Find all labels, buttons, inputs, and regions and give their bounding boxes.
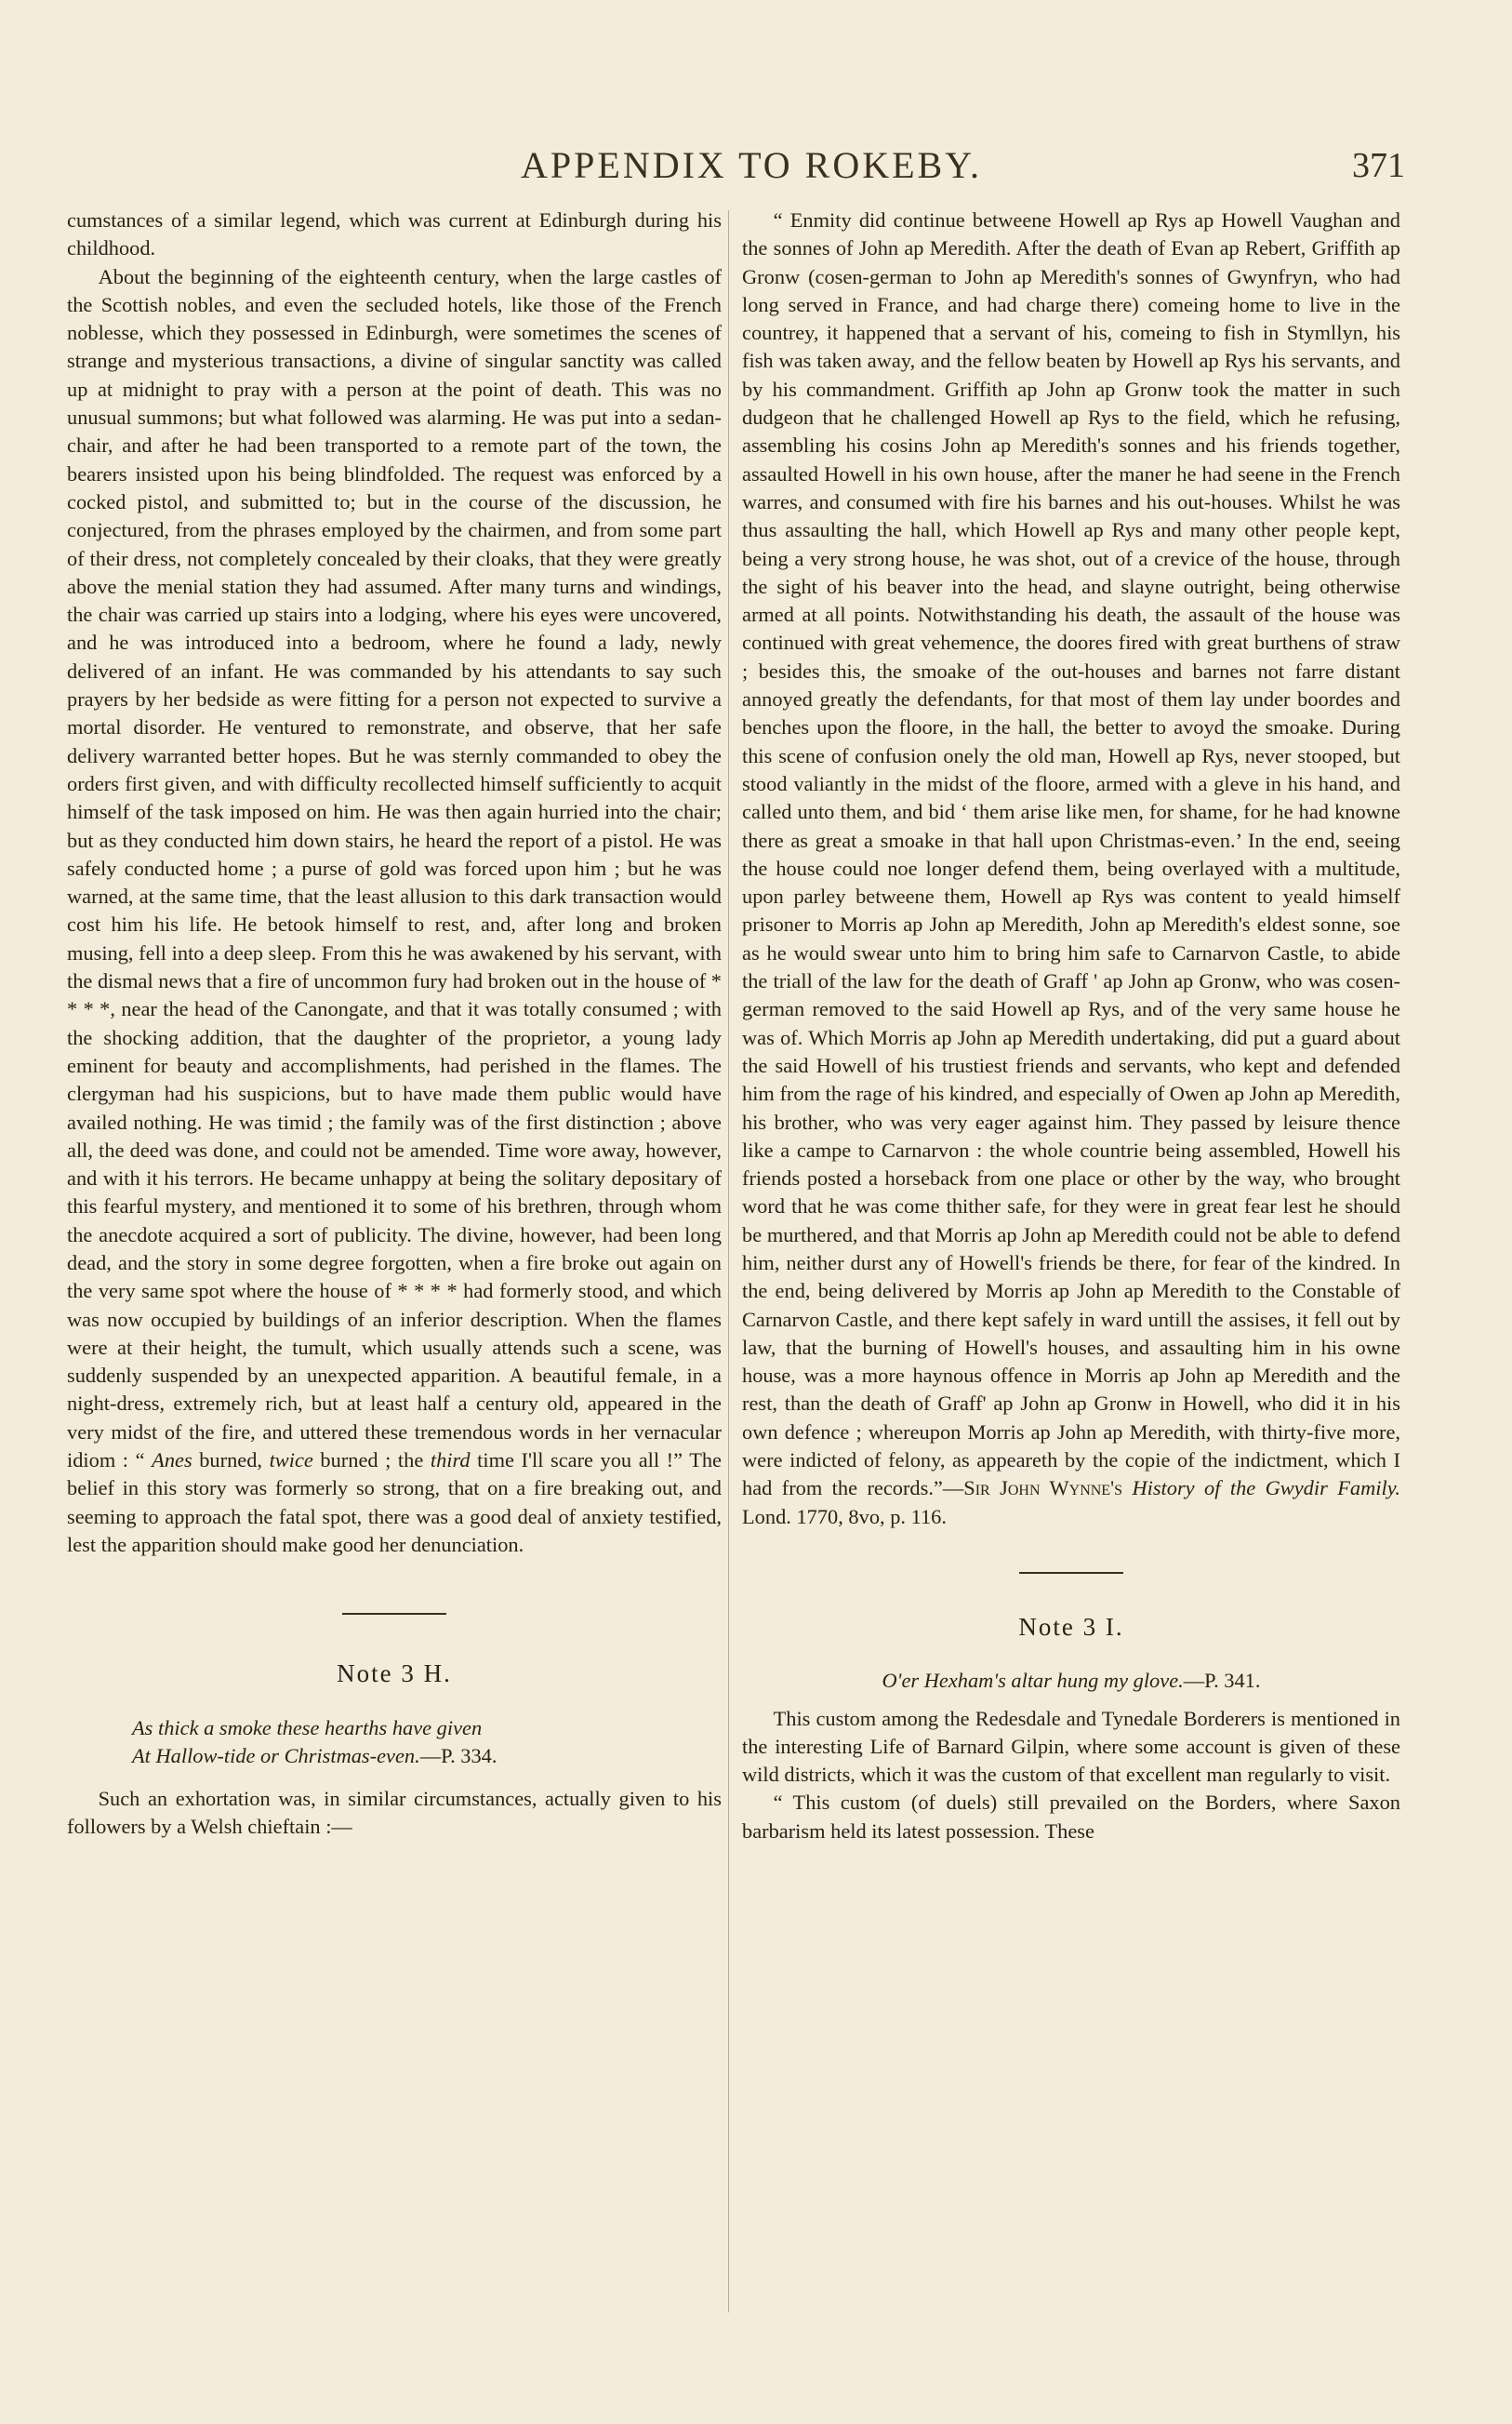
citation-title: History of the Gwydir Family. bbox=[1132, 1476, 1400, 1500]
note-3i-epigraph bbox=[742, 1667, 1400, 1695]
running-title: APPENDIX TO ROKEBY. bbox=[521, 144, 982, 186]
epigraph-ref: —P. 334. bbox=[419, 1743, 497, 1767]
welsh-quote bbox=[742, 206, 1400, 1531]
column-divider bbox=[728, 210, 729, 2312]
epigraph-line-1: As thick a smoke these hearths have given bbox=[132, 1715, 483, 1739]
citation-rest: Lond. 1770, 8vo, p. 116. bbox=[742, 1504, 947, 1528]
epigraph-ref: —P. 341. bbox=[1183, 1669, 1261, 1693]
welsh-quote-text: “ Enmity did continue betweene Howell ap Rys ap Howell Vaughan and the sonnes of John ap Meredith. After the death of Evan ap Rebert, Griffith ap Gronw (cosen-german to John ap Meredith's sonnes of Gwynfryn, who had long served in France, and had charge there) comeing home to live in the countrey, it happened that a servant of his, comeing to fish in Stymllyn, his fish was taken away, and the fellow beaten by Howell ap Rys his servants, and by his commandment. Griffith ap John ap Gronw took the matter in such dudgeon that he challenged Howell ap Rys to the field, which he refusing, assembling his cosins John ap Meredith's sonnes and his friends together, assaulted Howell in his own house, after the maner he had seene in the French warres, and consumed with fire his barnes and his out-houses. Whilst he was thus assaulting the hall, which Howell ap Rys and many other people kept, being a very strong house, he was shot, out of a crevice of the house, through the sight of his beaver into the head, and slayne outright, being otherwise armed at all points. Notwithstanding his death, the assault of the house was continued with great vehemence, the doores fired with great burthens of straw ; besides this, the smoake of the out-houses and barnes not farre distant annoyed greatly the defendants, for that most of them lay under boordes and benches upon the floore, in the hall, the better to avoyd the smoake. During this scene of confusion onely the old man, Howell ap Rys, never stooped, but stood valiantly in the midst of the floore, armed with a gleve in his hand, and called unto them, and bid ‘ them arise like men, for shame, for he had knowne there as great a smoake in that hall upon Christmas-even.’ In the end, seeing the house could noe longer defend them, being overlayed with a multitude, upon parley betweene them, Howell ap Rys was content to yeald himself prisoner to Morris ap John ap Meredith, John ap Meredith's eldest sonne, soe as he would swear unto him to bring him safe to Carnarvon Castle, to abide the triall of the law for the death of Graff ' ap John ap Gronw, who was cosen-german removed to the said Howell ap Rys, and of the very same house he was of. Which Morris ap John ap Meredith undertaking, did put a guard about the said Howell of his trustiest friends and servants, who kept and defended him from the rage of his kindred, and especially of Owen ap John ap Meredith, his brother, who was very eager against him. They passed by leisure thence like a campe to Carnarvon : the whole countrie being assembled, Howell his friends posted a horseback from one place or other by the way, who brought word that he was come thither safe, for they were in great fear lest he should be murthered, and that Morris ap John ap Meredith could not be able to defend him, neither durst any of Howell's friends be there, for fear of the kindred. In the end, being delivered by Morris ap John ap Meredith to the Constable of Carnarvon Castle, and there kept safely in ward untill the assises, it fell out by law, that the burning of Howell's houses, and assaulting him in his owne house, was a more haynous offence in Morris ap John ap Meredith and the rest, than the death of Graff' ap John ap Gronw in Howell, who did it in his own defence ; whereupon Morris ap John ap Meredith, with thirty-five more, were indicted of felony, as appeareth by the copie of the indictment, which I had from the records.”— bbox=[742, 208, 1400, 1500]
quote-rest: time I'll scare you all !” The belief in this story was formerly so strong, that on a fire breaking out, and seeming to approach the fatal spot, there was a good deal of anxiety testified, lest the apparition should make good her denunciation. bbox=[67, 1448, 723, 1556]
quote-twice: twice bbox=[269, 1448, 313, 1472]
note-3i-para-2: “ This custom (of duels) still prevailed on the Borders, where Saxon barbarism held its latest possession. These bbox=[742, 1791, 1400, 1843]
epigraph-line-2: At Hallow-tide or Christmas-even. bbox=[132, 1743, 420, 1767]
paragraph-continuation: cumstances of a similar legend, which was current at Edinburgh during his childhood. bbox=[67, 208, 722, 260]
note-3h-epigraph bbox=[67, 1714, 722, 1771]
page-header bbox=[0, 140, 1512, 195]
note-3h-title: Note 3 H. bbox=[337, 1659, 452, 1688]
note-3h-body: Such an exhortation was, in similar circumstances, actually given to his followers by a Welsh chieftain :— bbox=[67, 1787, 722, 1839]
quote-burned-2: burned ; the bbox=[312, 1448, 431, 1472]
section-separator bbox=[342, 1613, 446, 1615]
note-3i-para-1: This custom among the Redesdale and Tynedale Borderers is mentioned in the interesting Life of Barnard Gilpin, where some account is given of these wild districts, which it was the custom of that excellent man regularly to visit. bbox=[742, 1706, 1400, 1787]
quote-burned-1: burned, bbox=[192, 1448, 270, 1472]
paragraph-legend bbox=[67, 263, 722, 1560]
note-3i-title: Note 3 I. bbox=[1018, 1612, 1124, 1641]
section-separator bbox=[1019, 1572, 1123, 1574]
quote-anes: Anes bbox=[152, 1448, 192, 1472]
quote-third: third bbox=[430, 1448, 471, 1472]
left-column bbox=[67, 206, 722, 1842]
page-number: 371 bbox=[1352, 146, 1405, 185]
right-column bbox=[742, 206, 1400, 1845]
legend-text: About the beginning of the eighteenth century, when the large castles of the Scottish nobles, and even the secluded hotels, like those of the French noblesse, which they possessed in Edinburgh, were sometimes the scenes of strange and mysterious transactions, a divine of singular sanctity was called up at midnight to pray with a person at the point of death. This was no unusual summons; but what followed was alarming. He was put into a sedan-chair, and after he had been transported to a remote part of the town, the bearers insisted upon his being blindfolded. The request was enforced by a cocked pistol, and submitted to; but in the course of the discussion, he conjectured, from the phrases employed by the chairmen, and from some part of their dress, not completely concealed by their cloaks, that they were greatly above the menial station they had assumed. After many turns and windings, the chair was carried up stairs into a lodging, where his eyes were uncovered, and he was introduced into a bedroom, where he found a lady, newly delivered of an infant. He was commanded by his attendants to say such prayers by her bedside as were fitting for a person not expected to survive a mortal disorder. He ventured to remonstrate, and observe, that her safe delivery warranted better hopes. But he was sternly commanded to obey the orders first given, and with difficulty recollected himself sufficiently to acquit himself of the task imposed on him. He was then again hurried into the chair; but as they conducted him down stairs, he heard the report of a pistol. He was safely conducted home ; a purse of gold was forced upon him ; but he was warned, at the same time, that the least allusion to this dark transaction would cost him his life. He betook himself to rest, and, after long and broken musing, fell into a deep sleep. From this he was awakened by his servant, with the dismal news that a fire of uncommon fury had broken out in the house of * * * *, near the head of the Canongate, and that it was totally consumed ; with the shocking addition, that the daughter of the proprietor, a young lady eminent for beauty and accomplishments, had perished in the flames. The clergyman had his suspicions, but to have made them public would have availed nothing. He was timid ; the family was of the first distinction ; above all, the deed was done, and could not be amended. Time wore away, however, and with it his terrors. He became unhappy at being the solitary depositary of this fearful mystery, and mentioned it to some of his brethren, through whom the anecdote acquired a sort of publicity. The divine, however, had been long dead, and the story in some degree forgotten, when a fire broke out again on the very same spot where the house of * * * * had formerly stood, and which was now occupied by buildings of an inferior description. When the flames were at their height, the tumult, which usually attends such a scene, was suddenly suspended by an unexpected apparition. A beautiful female, in a night-dress, extremely rich, but at least half a century old, appeared in the very midst of the fire, and uttered these tremendous words in her vernacular idiom : bbox=[67, 264, 722, 1472]
citation-author: Sir John Wynne's bbox=[963, 1476, 1123, 1500]
quote-open: “ bbox=[135, 1448, 153, 1472]
epigraph-text: O'er Hexham's altar hung my glove. bbox=[882, 1669, 1184, 1693]
